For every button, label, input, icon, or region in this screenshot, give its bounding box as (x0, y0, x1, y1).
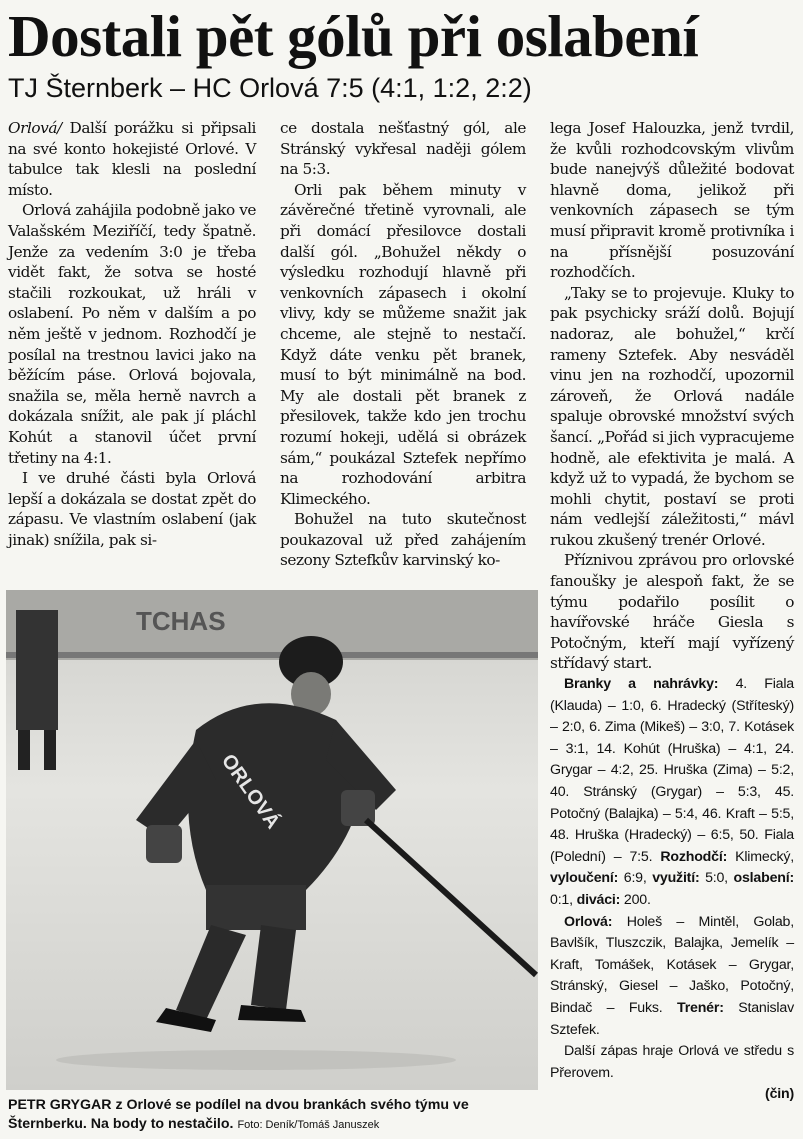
stats-label: Orlová: (564, 913, 613, 930)
article-column-3 (550, 118, 794, 1106)
stats-value: Stanislav Sztefek. (550, 999, 794, 1038)
left-leg (176, 925, 246, 1020)
stats-label: využití: (652, 870, 700, 887)
background-player (16, 610, 58, 730)
pants (206, 885, 306, 930)
stats-label: diváci: (576, 891, 621, 908)
arena-boards (6, 590, 538, 660)
stats-value: 200. (623, 891, 651, 908)
background-player-leg (18, 730, 30, 770)
stats-goals (550, 674, 794, 912)
photo-credit: Foto: Deník/Tomáš Januszek (237, 1119, 380, 1131)
stats-value: 5:0, (705, 870, 728, 887)
background-player-leg (44, 730, 56, 770)
stats-lineup (550, 912, 794, 1042)
photo-caption (8, 1096, 538, 1135)
article-paragraph: Orlová zahájila podobně jako ve Valašském Meziříčí, tedy špatně. Jenže za vedením 3:0 je třeba vidět fakt, že sotva se hosté stačili rozkoukat, už hráli v oslabení. Po něm v dalším a po něm ještě v jednom. Rozhodčí je posílal na trestnou lavici jako na běžícím páse. Orlová bojovala, snažila se, měla herně navrch a dokázala snížit, ale pak jí pláchl Kohút a stanovil účet první třetiny na 4:1. (8, 201, 256, 467)
stats-value: 0:1, (550, 891, 573, 908)
match-stats (550, 674, 794, 1106)
board-advert-text: TCHAS (136, 606, 226, 636)
paragraph-text: Další porážku si připsali na své konto hokejisté Orlové. V tabulce tak klesli na poslední místo. (8, 119, 256, 199)
article-paragraph: Příznivou zprávou pro orlovské fanoušky je alespoň fakt, že se týmu podařilo posílit o havířovské hráče Giesla s Potočným, kteří mají vyřízený střídavý start. (550, 551, 794, 673)
glove (146, 825, 182, 863)
stats-label: Branky a nahrávky: (564, 676, 719, 693)
jersey-text: ORLOVÁ (216, 750, 285, 833)
stats-value: 4. Fiala (Klauda) – 1:0, 6. Hradecký (Stříteský) – 2:0, 6. Zima (Mikeš) – 3:0, 7. Kotásek – 3:1, 14. Kohút (Hruška) – 4:1, 24. Grygar – 4:2, 25. Hruška (Zima) – 5:2, 40. Stránský (Grygar) – 5:3, 45. Potočný (Balajka) – 5:4, 46. Kraft – 5:5, 48. Hruška (Hradecký) – 6:5, 50. Fiala (Polední) – 7:5. (550, 676, 794, 865)
dateline: Orlová/ (8, 119, 62, 137)
match-result-subhead: TJ Šternberk – HC Orlová 7:5 (4:1, 1:2, 2:2) (8, 73, 532, 103)
article-paragraph: ce dostala nešťastný gól, ale Stránský vykřesal naději gólem na 5:3. (280, 119, 526, 179)
photo-illustration (6, 590, 538, 1090)
article-paragraph: lega Josef Halouzka, jenž tvrdil, že kvůli rozhodcovským vlivům bude nanejvýš důležité bodovat hlavně doma, jelikož při venkovních zápasech se tým musí připravit kromě protivníka i na přísnější posuzování rozhodčích. (550, 119, 794, 282)
stats-next-match (550, 1041, 794, 1084)
article-paragraph: „Taky se to projevuje. Kluky to pak psychicky sráží dolů. Bojují nadoraz, ale bohužel,“ krčí rameny Sztefek. Aby nesváděl vinu jen na rozhodčí, upozornil zároveň, že Orlová nadále spaluje obrovské množství svých šancí. „Pořád si jich vypracujeme hodně, ale efektivita je malá. A když už to vypadá, že bychom se mohli chytit, postaví se proti nám vedlejší záležitosti,“ mávl rukou zkušený trenér Orlové. (550, 283, 794, 549)
stats-label: vyloučení: (550, 870, 619, 887)
hockey-stick (366, 820, 536, 975)
headline: Dostali pět gólů při oslabení (8, 3, 699, 69)
stats-label: Trenér: (677, 999, 724, 1016)
hockey-player-photo (6, 590, 538, 1090)
stats-value: 6:9, (623, 870, 647, 887)
board-rail (6, 652, 538, 658)
ice-shadow (56, 1050, 456, 1070)
article-column-2 (280, 118, 526, 571)
stats-value: Holeš – Mintěl, Golab, Bavlšík, Tluszczik, Balajka, Jemelík – Kraft, Tomášek, Kotásek – Grygar, Stránský, Giesel – Jaško, Potočný, Bindač – Fuks. (550, 913, 794, 1016)
signature-row (550, 1084, 794, 1106)
caption-text: z Orlové se podílel na dvou brankách svého týmu ve Šternberku. Na body to nestačilo. (8, 1097, 469, 1132)
article-paragraph (8, 118, 256, 200)
next-match-text: Další zápas hraje Orlová ve středu s Přerovem. (550, 1043, 794, 1081)
stats-label: oslabení: (733, 870, 794, 887)
article-column-1 (8, 118, 256, 550)
stats-value: Klimecký, (735, 848, 794, 865)
article-paragraph: Bohužel na tuto skutečnost poukazoval už před zahájením sezony Sztefkův karvinský ko- (280, 510, 526, 570)
stats-label: Rozhodčí: (660, 848, 728, 865)
caption-name: PETR GRYGAR (8, 1097, 112, 1113)
article-paragraph: I ve druhé části byla Orlová lepší a dokázala se dostat zpět do zápasu. Ve vlastním oslabení (jak jinak) snížila, pak si- (8, 469, 256, 549)
author-signature: (čin) (765, 1086, 794, 1103)
article-paragraph: Orli pak během minuty v závěrečné třetině vyrovnali, ale při domácí přesilovce dostali další gól. „Bohužel někdy o výsledku rozhodují hlavně při venkovních zápasech i okolní vlivy, kdy se můžeme snažit jak chceme, ale stejně to nestačí. Když dáte venku pět branek, musí to být minimálně na bod. My ale dostali pět branek z přesilovek, takže kdo jen trochu rozumí hokeji, udělá si obrázek sám,“ poukázal Sztefek nepřímo na rozhodování arbitra Klimeckého. (280, 180, 526, 508)
right-leg (251, 925, 296, 1010)
